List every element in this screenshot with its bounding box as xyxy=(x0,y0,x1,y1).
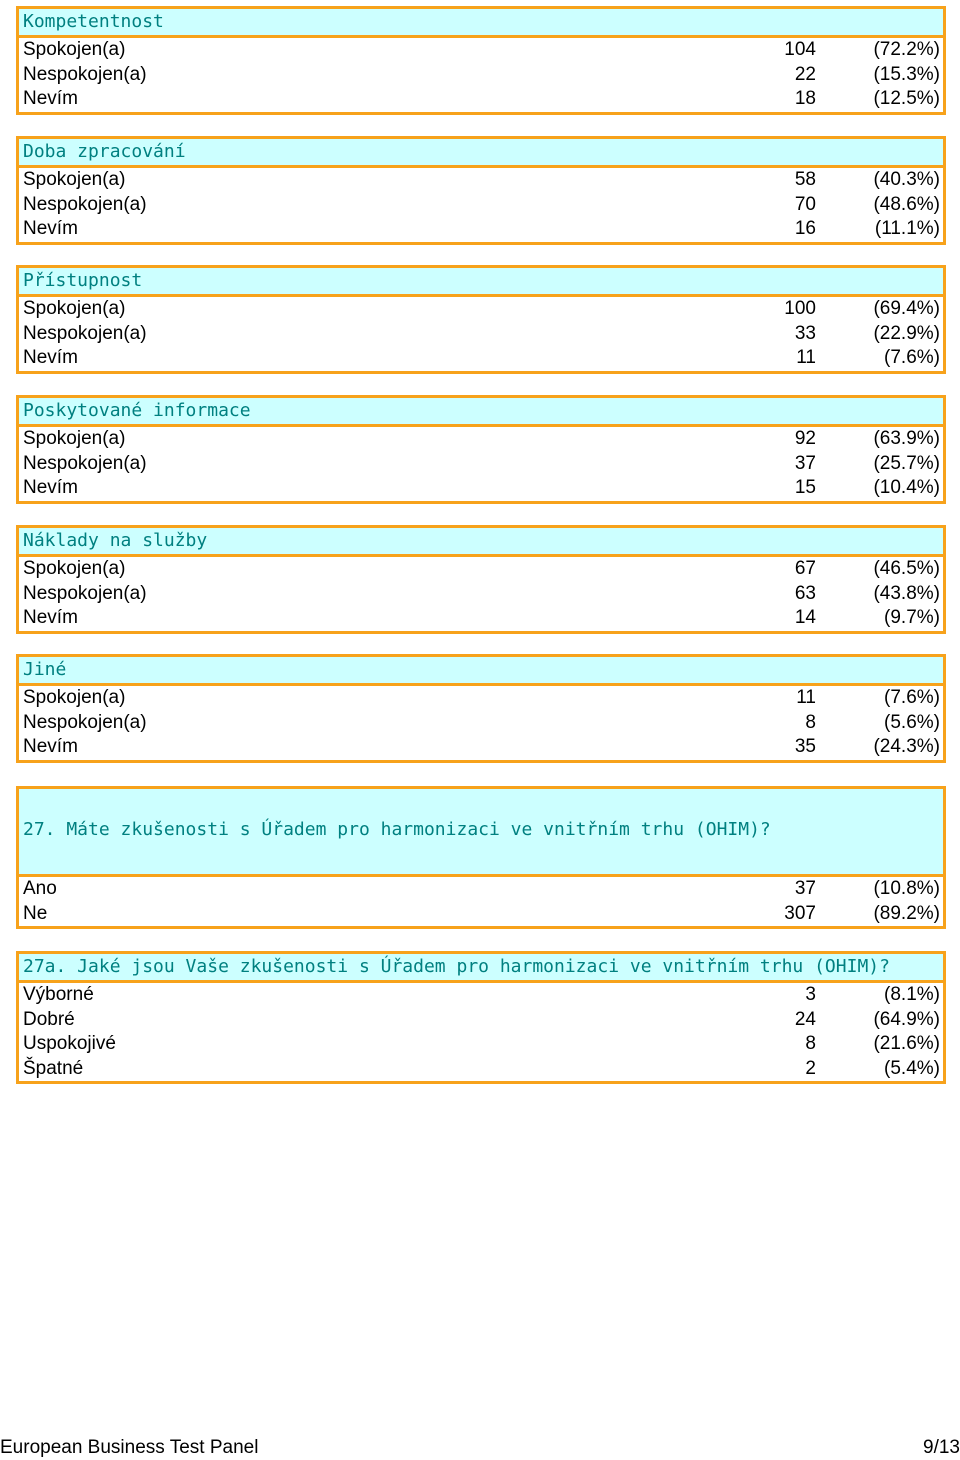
row-label: Nevím xyxy=(23,218,78,239)
row-label: Spokojen(a) xyxy=(23,169,126,190)
row-count: 22 xyxy=(794,63,816,85)
table-row xyxy=(19,346,943,371)
row-label: Nespokojen(a) xyxy=(23,193,147,215)
table-row xyxy=(19,902,943,927)
section-title: Poskytované informace xyxy=(19,398,943,427)
section-poskytovane-informace xyxy=(16,395,946,504)
row-label: Ano xyxy=(23,878,57,899)
table-row xyxy=(19,877,943,902)
row-label: Ne xyxy=(23,902,48,924)
table-row xyxy=(19,582,943,607)
row-percent: (24.3%) xyxy=(873,736,940,757)
table-row xyxy=(19,63,943,88)
section-title: Jiné xyxy=(19,657,943,686)
question-title xyxy=(19,789,943,877)
row-count: 18 xyxy=(794,88,816,109)
row-percent: (63.9%) xyxy=(873,428,940,449)
page-footer xyxy=(0,1436,960,1460)
row-count: 8 xyxy=(805,711,816,733)
row-count: 11 xyxy=(796,687,816,708)
table-row xyxy=(19,427,943,452)
section-doba-zpracovani xyxy=(16,136,946,245)
row-label: Uspokojivé xyxy=(23,1033,116,1054)
table-row xyxy=(19,217,943,242)
question-27a xyxy=(16,951,946,1084)
row-count: 63 xyxy=(794,582,816,604)
row-count: 67 xyxy=(794,558,816,579)
table-row xyxy=(19,557,943,582)
row-label: Nevím xyxy=(23,607,78,628)
question-title: 27a. Jaké jsou Vaše zkušenosti s Úřadem pro harmonizaci ve vnitřním trhu (OHIM)? xyxy=(19,954,943,983)
row-count: 100 xyxy=(784,298,816,319)
row-percent: (25.7%) xyxy=(873,452,940,474)
row-label: Spokojen(a) xyxy=(23,428,126,449)
table-row xyxy=(19,983,943,1008)
table-row xyxy=(19,1057,943,1082)
row-label: Nespokojen(a) xyxy=(23,322,147,344)
table-row xyxy=(19,1032,943,1057)
row-count: 92 xyxy=(794,428,816,449)
row-label: Výborné xyxy=(23,984,94,1005)
row-count: 104 xyxy=(784,39,816,60)
row-label: Špatné xyxy=(23,1057,84,1079)
table-row xyxy=(19,686,943,711)
row-count: 14 xyxy=(794,607,816,628)
row-percent: (64.9%) xyxy=(873,1008,940,1030)
row-percent: (72.2%) xyxy=(873,39,940,60)
row-label: Nevím xyxy=(23,88,78,109)
row-count: 8 xyxy=(805,1033,816,1054)
row-label: Spokojen(a) xyxy=(23,558,126,579)
table-row xyxy=(19,87,943,112)
section-title: Kompetentnost xyxy=(19,9,943,38)
row-percent: (48.6%) xyxy=(873,193,940,215)
row-label: Dobré xyxy=(23,1008,75,1030)
row-count: 35 xyxy=(794,736,816,757)
row-label: Nespokojen(a) xyxy=(23,452,147,474)
row-label: Nevím xyxy=(23,347,78,368)
question-27 xyxy=(16,786,946,929)
row-label: Nevím xyxy=(23,736,78,757)
row-percent: (89.2%) xyxy=(873,902,940,924)
row-count: 24 xyxy=(794,1008,816,1030)
row-label: Spokojen(a) xyxy=(23,687,126,708)
row-percent: (10.8%) xyxy=(873,878,940,899)
table-row xyxy=(19,476,943,501)
row-percent: (43.8%) xyxy=(873,582,940,604)
page-number: 9/13 xyxy=(923,1437,960,1458)
table-row xyxy=(19,322,943,347)
row-percent: (9.7%) xyxy=(884,607,940,628)
row-percent: (21.6%) xyxy=(873,1033,940,1054)
row-label: Nespokojen(a) xyxy=(23,63,147,85)
table-row xyxy=(19,711,943,736)
row-percent: (40.3%) xyxy=(873,169,940,190)
row-percent: (5.6%) xyxy=(884,711,940,733)
table-row xyxy=(19,1008,943,1033)
section-title: Přístupnost xyxy=(19,268,943,297)
footer-title: European Business Test Panel xyxy=(0,1437,259,1458)
row-count: 3 xyxy=(805,984,816,1005)
row-percent: (46.5%) xyxy=(873,558,940,579)
row-count: 307 xyxy=(784,902,816,924)
section-pristupnost xyxy=(16,265,946,374)
row-percent: (7.6%) xyxy=(884,347,940,368)
row-percent: (11.1%) xyxy=(874,218,940,239)
section-title: Náklady na služby xyxy=(19,528,943,557)
row-percent: (10.4%) xyxy=(873,477,940,498)
row-count: 58 xyxy=(794,169,816,190)
table-row xyxy=(19,452,943,477)
table-row xyxy=(19,38,943,63)
row-count: 11 xyxy=(796,347,816,368)
row-label: Nevím xyxy=(23,477,78,498)
row-percent: (15.3%) xyxy=(873,63,940,85)
table-row xyxy=(19,735,943,760)
row-count: 37 xyxy=(794,452,816,474)
section-jine xyxy=(16,654,946,763)
row-percent: (69.4%) xyxy=(873,298,940,319)
row-percent: (8.1%) xyxy=(884,984,940,1005)
section-naklady-na-sluzby xyxy=(16,525,946,634)
row-percent: (7.6%) xyxy=(884,687,940,708)
section-title: Doba zpracování xyxy=(19,139,943,168)
row-percent: (5.4%) xyxy=(884,1057,940,1079)
table-row xyxy=(19,606,943,631)
row-label: Spokojen(a) xyxy=(23,39,126,60)
row-percent: (12.5%) xyxy=(873,88,940,109)
row-percent: (22.9%) xyxy=(873,322,940,344)
table-row xyxy=(19,193,943,218)
row-count: 33 xyxy=(794,322,816,344)
section-kompetentnost xyxy=(16,6,946,115)
row-count: 70 xyxy=(794,193,816,215)
table-row xyxy=(19,168,943,193)
row-label: Nespokojen(a) xyxy=(23,582,147,604)
table-row xyxy=(19,297,943,322)
question-text: 27. Máte zkušenosti s Úřadem pro harmonizaci ve vnitřním trhu (OHIM)? xyxy=(23,819,771,840)
row-label: Spokojen(a) xyxy=(23,298,126,319)
row-count: 16 xyxy=(794,218,816,239)
row-count: 15 xyxy=(794,477,816,498)
row-count: 37 xyxy=(794,878,816,899)
row-label: Nespokojen(a) xyxy=(23,711,147,733)
row-count: 2 xyxy=(805,1057,816,1079)
